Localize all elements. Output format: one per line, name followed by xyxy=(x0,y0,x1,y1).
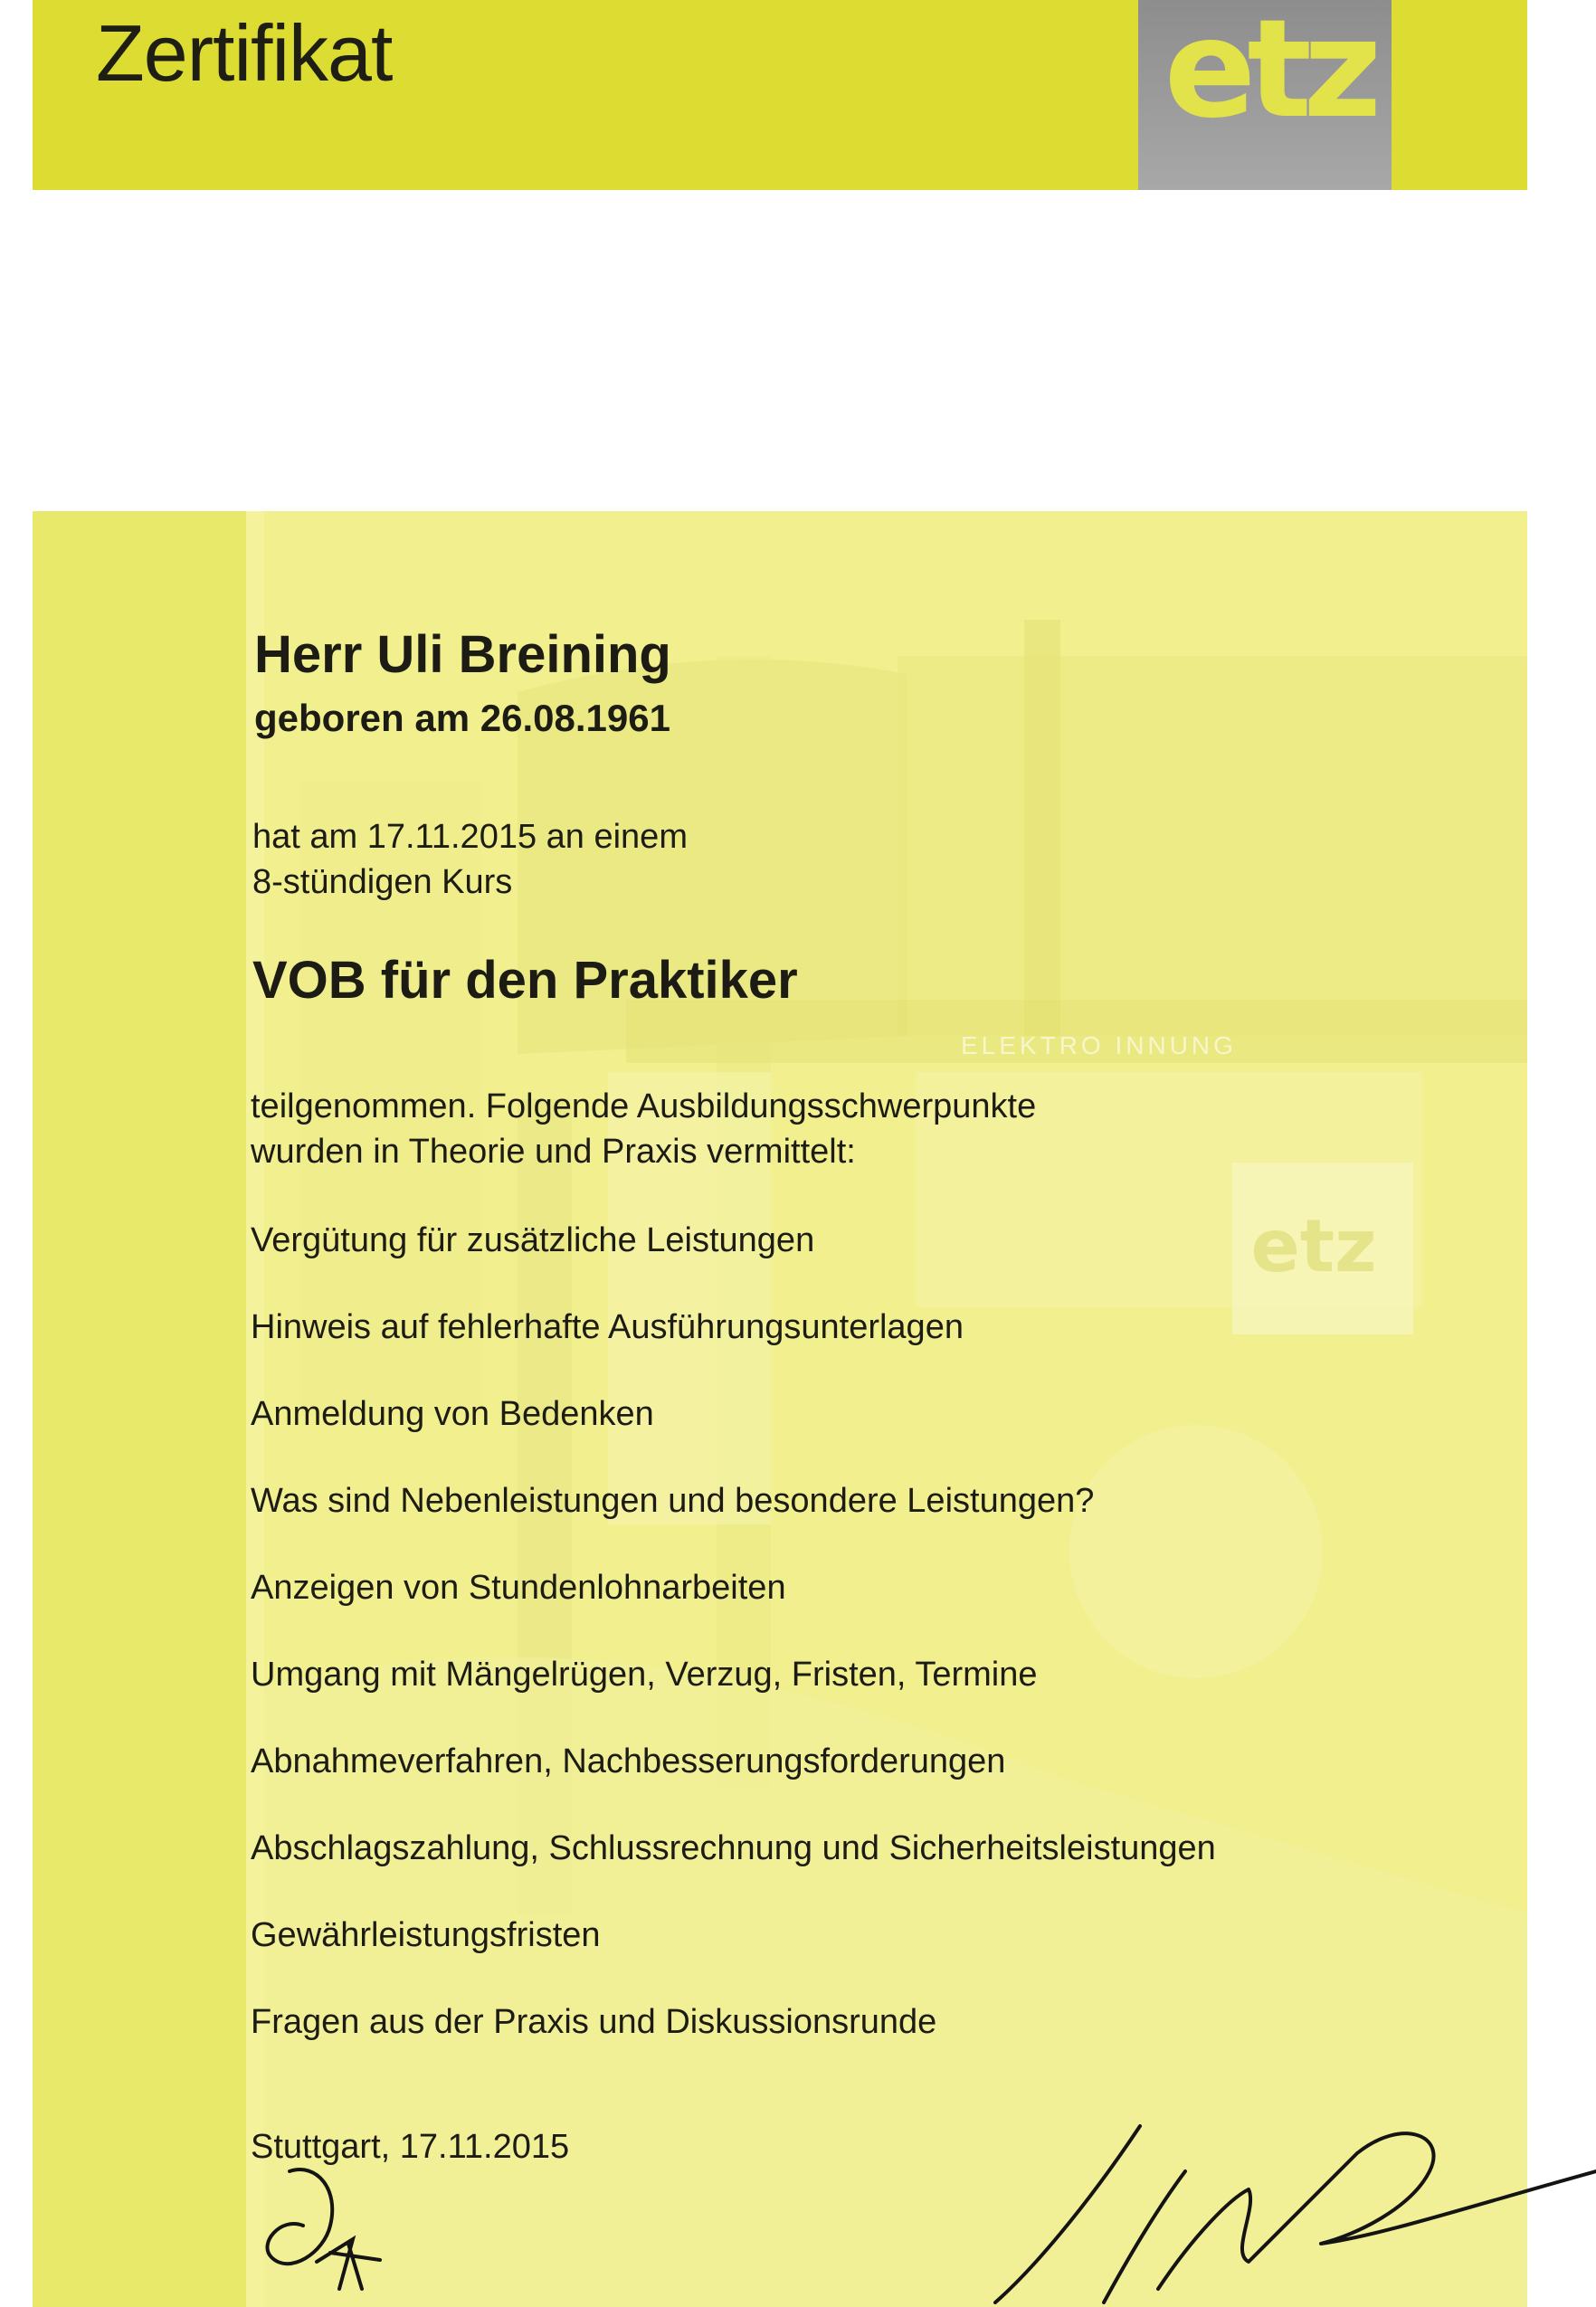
topic-item: Umgang mit Mängelrügen, Verzug, Fristen, Termine xyxy=(251,1656,1038,1694)
topic-item: Hinweis auf fehlerhafte Ausführungsunterlagen xyxy=(251,1308,964,1346)
participation-line: wurden in Theorie und Praxis vermittelt: xyxy=(251,1133,856,1171)
intro-line: 8-stündigen Kurs xyxy=(252,863,513,901)
intro-line: hat am 17.11.2015 an einem xyxy=(252,818,688,856)
certificate-heading: Zertifikat xyxy=(96,8,393,98)
signature-left xyxy=(253,2153,434,2307)
recipient-name: Herr Uli Breining xyxy=(254,625,671,684)
photo-innung-sign: ELEKTRO INNUNG xyxy=(961,1031,1237,1059)
course-title: VOB für den Praktiker xyxy=(252,951,798,1010)
recipient-birth-date: geboren am 26.08.1961 xyxy=(254,697,670,739)
participation-text xyxy=(251,1084,1036,1174)
place-and-date: Stuttgart, 17.11.2015 xyxy=(251,2128,570,2166)
topic-item: Abnahmeverfahren, Nachbesserungsforderungen xyxy=(251,1742,1006,1780)
signature-right xyxy=(977,2099,1596,2307)
topic-item: Abschlagszahlung, Schlussrechnung und Sicherheitsleistungen xyxy=(251,1829,1216,1867)
topic-item: Gewährleistungsfristen xyxy=(251,1916,601,1954)
topic-item: Fragen aus der Praxis und Diskussionsrunde xyxy=(251,2003,937,2041)
etz-logo-text: etz xyxy=(1164,0,1373,148)
photo-etz-sign: etz xyxy=(1250,1204,1377,1288)
topic-item: Anzeigen von Stundenlohnarbeiten xyxy=(251,1569,786,1607)
topic-list xyxy=(251,1218,1216,2086)
left-accent-strip xyxy=(33,511,246,2307)
etz-logo xyxy=(1138,0,1392,190)
topic-item: Was sind Nebenleistungen und besondere Leistungen? xyxy=(251,1482,1095,1520)
topic-item: Vergütung für zusätzliche Leistungen xyxy=(251,1221,815,1259)
course-intro xyxy=(252,814,688,905)
participation-line: teilgenommen. Folgende Ausbildungsschwerpunkte xyxy=(251,1087,1037,1125)
topic-item: Anmeldung von Bedenken xyxy=(251,1395,654,1433)
header-band xyxy=(33,0,1527,190)
